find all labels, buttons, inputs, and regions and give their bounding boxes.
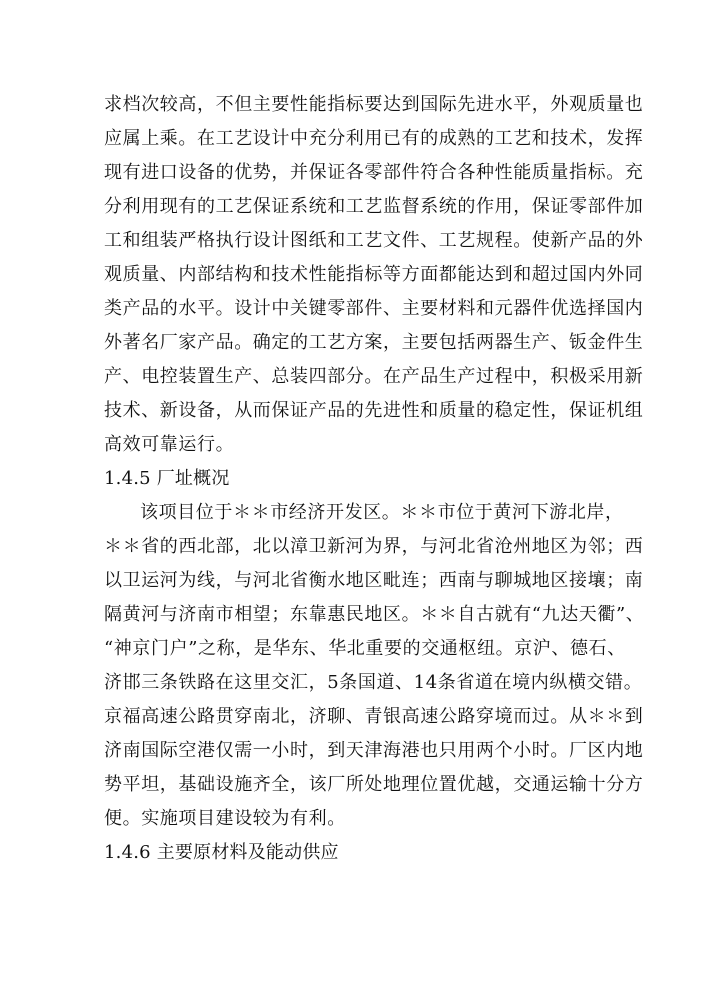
paragraph-line: 产、电控装置生产、总装四部分。在产品生产过程中，积极采用新	[104, 366, 644, 387]
paragraph-line: 外著名厂家产品。确定的工艺方案，主要包括两器生产、钣金件生	[104, 332, 644, 353]
paragraph-line: “神京门户”之称，是华东、华北重要的交通枢纽。京沪、德石、	[104, 638, 626, 659]
paragraph-line: 京福高速公路贯穿南北，济聊、青银高速公路穿境而过。从＊＊到	[104, 706, 644, 727]
section-heading-1-4-5: 1.4.5 厂址概况	[104, 468, 230, 489]
paragraph-line: 以卫运河为线，与河北省衡水地区毗连；西南与聊城地区接壤；南	[104, 570, 644, 591]
paragraph-line: 类产品的水平。设计中关键零部件、主要材料和元器件优选择国内	[104, 298, 644, 319]
paragraph-line: 现有进口设备的优势，并保证各零部件符合各种性能质量指标。充	[104, 162, 644, 183]
paragraph-line: 济南国际空港仅需一小时，到天津海港也只用两个小时。厂区内地	[104, 740, 644, 761]
paragraph-line: 技术、新设备，从而保证产品的先进性和质量的稳定性，保证机组	[104, 400, 644, 421]
paragraph-line: ＊＊省的西北部，北以漳卫新河为界，与河北省沧州地区为邻；西	[104, 536, 644, 557]
paragraph-line: 观质量、内部结构和技术性能指标等方面都能达到和超过国内外同	[104, 264, 644, 285]
paragraph-line: 该项目位于＊＊市经济开发区。＊＊市位于黄河下游北岸，	[140, 502, 624, 523]
paragraph-line: 应属上乘。在工艺设计中充分利用已有的成熟的工艺和技术，发挥	[104, 128, 644, 149]
paragraph-line: 便。实施项目建设较为有利。	[104, 808, 346, 829]
paragraph-line: 工和组装严格执行设计图纸和工艺文件、工艺规程。使新产品的外	[104, 230, 644, 251]
paragraph-line: 分利用现有的工艺保证系统和工艺监督系统的作用，保证零部件加	[104, 196, 644, 217]
section-heading-1-4-6: 1.4.6 主要原材料及能动供应	[104, 842, 339, 863]
paragraph-line: 隔黄河与济南市相望；东靠惠民地区。＊＊自古就有“九达天衢”、	[104, 604, 645, 625]
paragraph-line: 济邯三条铁路在这里交汇，5条国道、14条省道在境内纵横交错。	[104, 672, 643, 693]
paragraph-line: 势平坦，基础设施齐全，该厂所处地理位置优越，交通运输十分方	[104, 774, 644, 795]
paragraph-line: 求档次较高，不但主要性能指标要达到国际先进水平，外观质量也	[104, 94, 644, 115]
paragraph-line: 高效可靠运行。	[104, 434, 235, 455]
